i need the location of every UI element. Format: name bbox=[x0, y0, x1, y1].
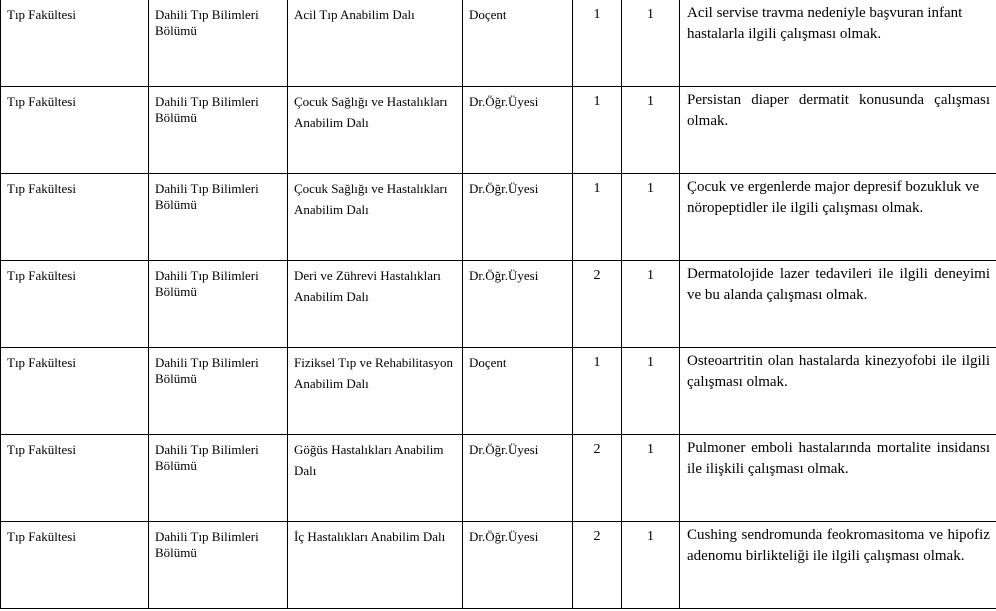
faculty-cell: Tıp Fakültesi bbox=[7, 7, 76, 22]
table-row bbox=[1, 0, 996, 87]
academic-title-cell: Dr.Öğr.Üyesi bbox=[469, 268, 539, 283]
count-cell-secondary: 1 bbox=[647, 355, 654, 370]
count-cell: 2 bbox=[593, 442, 601, 457]
requirement-description: Persistan diaper dermatit konusunda çalışması olmak. bbox=[687, 92, 990, 129]
count-cell-secondary: 1 bbox=[647, 7, 654, 22]
faculty-cell: Tıp Fakültesi bbox=[7, 94, 76, 109]
faculty-cell: Tıp Fakültesi bbox=[7, 529, 76, 544]
academic-title-cell: Dr.Öğr.Üyesi bbox=[469, 94, 539, 109]
requirement-description: Cushing sendromunda feokromasitoma ve hipofiz adenomu birlikteliği ile ilgili çalışması olmak. bbox=[687, 527, 990, 564]
academic-title-cell: Dr.Öğr.Üyesi bbox=[469, 529, 539, 544]
division-cell: Acil Tıp Anabilim Dalı bbox=[294, 7, 415, 22]
faculty-cell: Tıp Fakültesi bbox=[7, 355, 76, 370]
count-cell: 1 bbox=[593, 355, 601, 370]
count-cell: 1 bbox=[593, 7, 601, 22]
requirement-description: Acil servise travma nedeniyle başvuran infant hastalarla ilgili çalışması olmak. bbox=[687, 5, 963, 42]
count-cell: 2 bbox=[593, 529, 601, 544]
academic-title-cell: Doçent bbox=[469, 7, 507, 22]
faculty-cell: Tıp Fakültesi bbox=[7, 442, 76, 457]
department-cell: Dahili Tıp Bilimleri Bölümü bbox=[155, 7, 259, 38]
requirement-description: Dermatolojide lazer tedavileri ile ilgili deneyimi ve bu alanda çalışması olmak. bbox=[687, 266, 990, 303]
count-cell-secondary: 1 bbox=[647, 268, 654, 283]
division-cell: Deri ve Zührevi Hastalıkları Anabilim Dalı bbox=[294, 268, 441, 304]
academic-title-cell: Dr.Öğr.Üyesi bbox=[469, 442, 539, 457]
academic-title-cell: Dr.Öğr.Üyesi bbox=[469, 181, 539, 196]
requirement-description: Çocuk ve ergenlerde major depresif bozukluk ve nöropeptidler ile ilgili çalışması olmak. bbox=[687, 179, 980, 216]
requirement-description: Osteoartritin olan hastalarda kinezyofobi ile ilgili çalışması olmak. bbox=[687, 353, 990, 390]
count-cell: 1 bbox=[593, 94, 601, 109]
count-cell-secondary: 1 bbox=[647, 529, 654, 544]
table-row bbox=[1, 435, 996, 522]
division-cell: Çocuk Sağlığı ve Hastalıkları Anabilim Dalı bbox=[294, 181, 448, 217]
count-cell-secondary: 1 bbox=[647, 181, 654, 196]
department-cell: Dahili Tıp Bilimleri Bölümü bbox=[155, 442, 259, 473]
table-row bbox=[1, 174, 996, 261]
count-cell-secondary: 1 bbox=[647, 442, 654, 457]
division-cell: Göğüs Hastalıkları Anabilim Dalı bbox=[294, 442, 444, 478]
department-cell: Dahili Tıp Bilimleri Bölümü bbox=[155, 181, 259, 212]
department-cell: Dahili Tıp Bilimleri Bölümü bbox=[155, 268, 259, 299]
division-cell: Çocuk Sağlığı ve Hastalıkları Anabilim Dalı bbox=[294, 94, 448, 130]
table-row bbox=[1, 87, 996, 174]
count-cell-secondary: 1 bbox=[647, 94, 654, 109]
table-row bbox=[1, 522, 996, 609]
requirement-description: Pulmoner emboli hastalarında mortalite insidansı ile ilişkili çalışması olmak. bbox=[687, 440, 990, 477]
count-cell: 1 bbox=[593, 181, 601, 196]
table-row bbox=[1, 348, 996, 435]
department-cell: Dahili Tıp Bilimleri Bölümü bbox=[155, 355, 259, 386]
count-cell: 2 bbox=[593, 268, 601, 283]
faculty-cell: Tıp Fakültesi bbox=[7, 268, 76, 283]
table-row bbox=[1, 261, 996, 348]
department-cell: Dahili Tıp Bilimleri Bölümü bbox=[155, 94, 259, 125]
department-cell: Dahili Tıp Bilimleri Bölümü bbox=[155, 529, 259, 560]
division-cell: İç Hastalıkları Anabilim Dalı bbox=[294, 529, 446, 544]
faculty-cell: Tıp Fakültesi bbox=[7, 181, 76, 196]
division-cell: Fiziksel Tıp ve Rehabilitasyon Anabilim Dalı bbox=[294, 355, 453, 391]
postings-body bbox=[1, 0, 996, 609]
academic-title-cell: Doçent bbox=[469, 355, 507, 370]
